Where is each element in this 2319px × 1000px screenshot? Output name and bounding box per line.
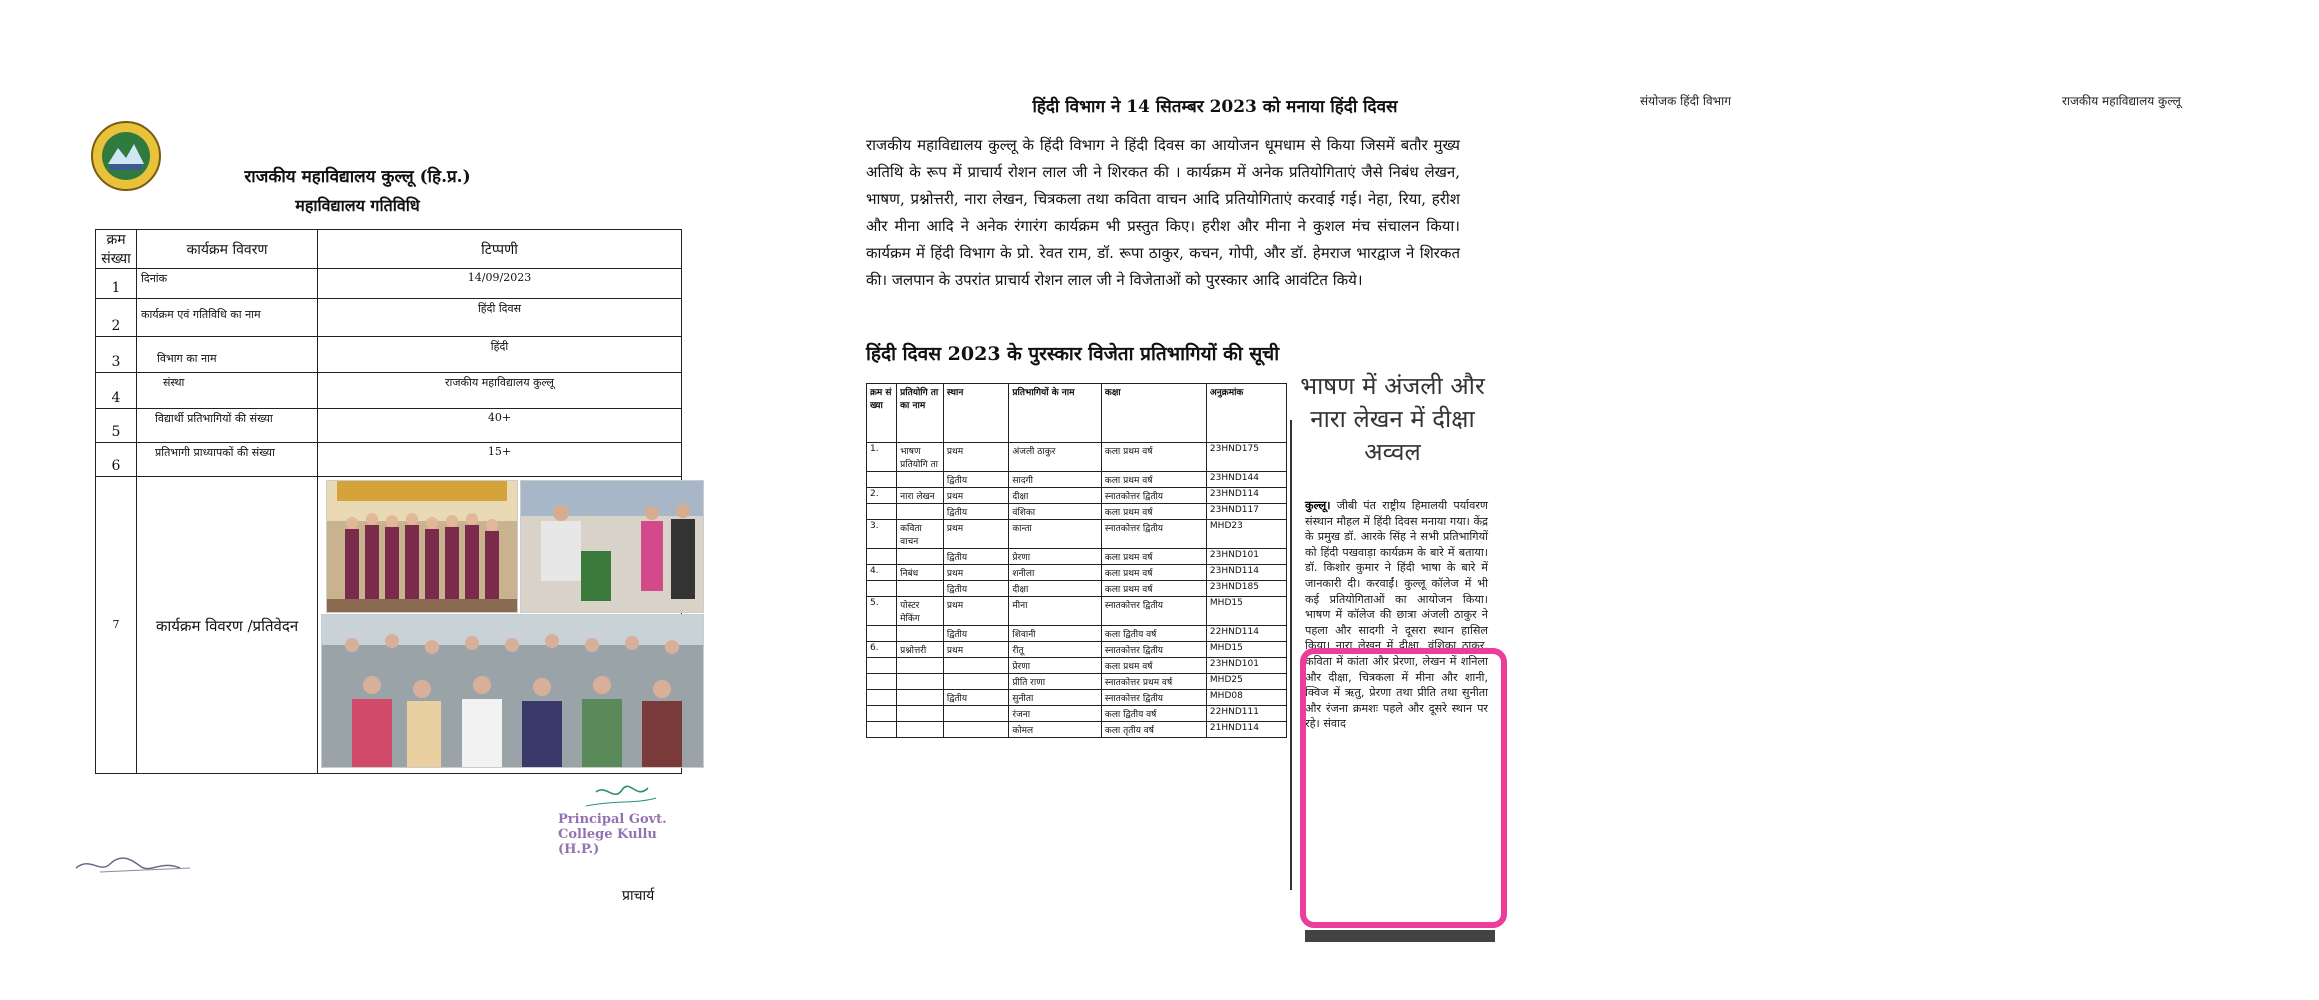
row-position: द्वितीय: [943, 626, 1008, 642]
row-number: 1: [96, 269, 137, 299]
winner-row: [867, 472, 1287, 488]
row-roll-number: MHD08: [1206, 690, 1286, 706]
row-competition: [897, 674, 944, 690]
row-class: कला द्वितीय वर्ष: [1101, 706, 1206, 722]
row-participant: शनीला: [1009, 565, 1102, 581]
winner-row: [867, 549, 1287, 565]
row-roll-number: MHD15: [1206, 642, 1286, 658]
college-title: राजकीय महाविद्यालय कुल्लू (हि.प्र.): [244, 167, 471, 187]
photo-collage: [318, 477, 682, 774]
row-participant: कान्ता: [1009, 520, 1102, 549]
row-competition: पोस्टर मेकिंग: [897, 597, 944, 626]
row-class: स्नातकोत्तर द्वितीय: [1101, 520, 1206, 549]
pink-highlight-box: [1300, 648, 1507, 928]
row-note: हिंदी दिवस: [318, 299, 682, 337]
winner-row: [867, 706, 1287, 722]
table-row: [96, 269, 682, 299]
row-note: 40+: [318, 409, 682, 443]
row-serial: [867, 581, 897, 597]
row-number: 3: [96, 337, 137, 373]
row-competition: [897, 504, 944, 520]
row-roll-number: MHD15: [1206, 597, 1286, 626]
row-item: विभाग का नाम: [137, 337, 318, 373]
college-short-label: राजकीय महाविद्यालय कुल्लू: [2062, 94, 2181, 108]
row-class: स्नातकोत्तर द्वितीय: [1101, 690, 1206, 706]
winner-row: [867, 443, 1287, 472]
clipping-dateline: कुल्लू।: [1305, 499, 1331, 512]
row-participant: दीक्षा: [1009, 581, 1102, 597]
row-serial: [867, 626, 897, 642]
row-participant: रीतू: [1009, 642, 1102, 658]
college-logo: [86, 120, 166, 192]
row-serial: [867, 658, 897, 674]
table-row-report: [96, 477, 682, 774]
row-item: विद्यार्थी प्रतिभागियों की संख्या: [137, 409, 318, 443]
row-serial: 1.: [867, 443, 897, 472]
row-class: स्नातकोत्तर द्वितीय: [1101, 642, 1206, 658]
row-participant: सुनीता: [1009, 690, 1102, 706]
row-serial: [867, 674, 897, 690]
row-position: [943, 658, 1008, 674]
row-participant: प्रेरणा: [1009, 658, 1102, 674]
row-class: कला प्रथम वर्ष: [1101, 658, 1206, 674]
row-roll-number: 22HND114: [1206, 626, 1286, 642]
row-roll-number: 23HND144: [1206, 472, 1286, 488]
row-position: [943, 706, 1008, 722]
row-position: प्रथम: [943, 565, 1008, 581]
clipping-next-headline-strip: [1305, 930, 1495, 942]
row-serial: 2.: [867, 488, 897, 504]
header-position: स्थान: [943, 384, 1008, 443]
header-class: कक्षा: [1101, 384, 1206, 443]
row-roll-number: 23HND117: [1206, 504, 1286, 520]
row-position: प्रथम: [943, 642, 1008, 658]
row-serial: [867, 472, 897, 488]
winner-row: [867, 690, 1287, 706]
row-item: संस्था: [137, 373, 318, 409]
row-participant: दीक्षा: [1009, 488, 1102, 504]
group-photo: [326, 480, 518, 613]
clipping-headline: भाषण में अंजली और नारा लेखन में दीक्षा अव्वल: [1300, 372, 1485, 466]
row-position: प्रथम: [943, 520, 1008, 549]
row-position: द्वितीय: [943, 581, 1008, 597]
row-roll-number: 23HND101: [1206, 549, 1286, 565]
row-serial: [867, 706, 897, 722]
table-header-row: [96, 230, 682, 269]
row-class: कला प्रथम वर्ष: [1101, 504, 1206, 520]
row-competition: कविता वाचन: [897, 520, 944, 549]
header-serial: क्रम संख्या: [96, 230, 137, 269]
row-roll-number: 21HND114: [1206, 722, 1286, 738]
row-participant: अंजली ठाकुर: [1009, 443, 1102, 472]
row-roll-number: 23HND101: [1206, 658, 1286, 674]
row-participant: कोमल: [1009, 722, 1102, 738]
row-participant: वंशिका: [1009, 504, 1102, 520]
row-competition: निबंध: [897, 565, 944, 581]
winner-row: [867, 597, 1287, 626]
row-position: प्रथम: [943, 443, 1008, 472]
header-roll-number: अनुक्रमांक: [1206, 384, 1286, 443]
row-position: द्वितीय: [943, 472, 1008, 488]
row-participant: प्रीति राणा: [1009, 674, 1102, 690]
row-participant: प्रेरणा: [1009, 549, 1102, 565]
winner-row: [867, 581, 1287, 597]
row-roll-number: 22HND111: [1206, 706, 1286, 722]
row-class: कला प्रथम वर्ष: [1101, 581, 1206, 597]
header-program: कार्यक्रम विवरण: [137, 230, 318, 269]
row-position: द्वितीय: [943, 504, 1008, 520]
row-competition: नारा लेखन: [897, 488, 944, 504]
row-number: 5: [96, 409, 137, 443]
row-roll-number: MHD25: [1206, 674, 1286, 690]
row-class: कला तृतीय वर्ष: [1101, 722, 1206, 738]
header-remarks: टिप्पणी: [318, 230, 682, 269]
table-row: [96, 373, 682, 409]
row-serial: 5.: [867, 597, 897, 626]
row-competition: [897, 626, 944, 642]
row-position: प्रथम: [943, 597, 1008, 626]
winner-row: [867, 658, 1287, 674]
audience-photo: [321, 614, 704, 768]
row-note: राजकीय महाविद्यालय कुल्लू: [318, 373, 682, 409]
winners-table: [866, 383, 1287, 738]
row-serial: 6.: [867, 642, 897, 658]
lamp-lighting-photo: [520, 480, 704, 613]
row-competition: प्रश्नोत्तरी: [897, 642, 944, 658]
row-serial: [867, 504, 897, 520]
winner-row: [867, 722, 1287, 738]
row-position: [943, 674, 1008, 690]
row-position: प्रथम: [943, 488, 1008, 504]
coordinator-label: संयोजक हिंदी विभाग: [1640, 94, 1731, 108]
activity-title: महाविद्यालय गतिविधि: [295, 196, 420, 215]
header-serial: क्रम सं ख्या: [867, 384, 897, 443]
row-participant: रंजना: [1009, 706, 1102, 722]
activity-table: [95, 229, 682, 774]
header-participant: प्रतिभागियों के नाम: [1009, 384, 1102, 443]
winners-list-title: हिंदी दिवस 2023 के पुरस्कार विजेता प्रतिभागियों की सूची: [866, 343, 1280, 365]
row-serial: [867, 722, 897, 738]
row-competition: भाषण प्रतियोगि ता: [897, 443, 944, 472]
principal-label: प्राचार्य: [622, 888, 655, 904]
row-serial: [867, 549, 897, 565]
winner-row: [867, 488, 1287, 504]
clipping-body-text: जीबी पंत राष्ट्रीय हिमालयी पर्यावरण संस्थान मौहल में हिंदी दिवस मनाया गया। केंद्र के प्रमुख डॉ. आरके सिंह ने सभी प्रतिभागियों को हिंदी पखवाड़ा कार्यक्रम के बारे में बताया। डॉ. किशोर कुमार ने हिंदी भाषा के बारे में जानकारी दी। करवाईं। कुल्लू कॉलेज में भी कई प्रतियोगिताओं का आयोजन किया। भाषण में कॉलेज की छात्रा अंजली ठाकुर ने पहला और सादगी ने दूसरा स्थान हासिल किया। नारा लेखन में दीक्षा, वंशिका ठाकुर, कविता में कांता और प्रेरणा, लेखन में शनिला और दीक्षा, चित्रकला में मीना और शानी, क्विज में ऋतु, प्रेरणा तथा प्रीति तथा सुनीता और रंजना क्रमशः पहले और दूसरे स्थान पर रहे। संवाद: [1305, 499, 1488, 731]
row-roll-number: 23HND114: [1206, 488, 1286, 504]
coordinator-signature: [70, 838, 220, 888]
principal-stamp: [556, 782, 676, 882]
row-participant: शिवानी: [1009, 626, 1102, 642]
table-row: [96, 409, 682, 443]
row-competition: [897, 658, 944, 674]
row-competition: [897, 706, 944, 722]
winner-row: [867, 642, 1287, 658]
row-item: प्रतिभागी प्राध्यापकों की संख्या: [137, 443, 318, 477]
row-competition: [897, 690, 944, 706]
winners-header-row: [867, 384, 1287, 443]
row-class: कला द्वितीय वर्ष: [1101, 626, 1206, 642]
row-number: 4: [96, 373, 137, 409]
event-title: हिंदी विभाग ने 14 सितम्बर 2023 को मनाया हिंदी दिवस: [1032, 97, 1398, 117]
row-position: द्वितीय: [943, 549, 1008, 565]
winner-row: [867, 674, 1287, 690]
table-row: [96, 443, 682, 477]
row-note: 14/09/2023: [318, 269, 682, 299]
row-number: 6: [96, 443, 137, 477]
winners-body: [867, 443, 1287, 738]
principal-stamp-text: Principal Govt. College Kullu (H.P.): [558, 812, 667, 857]
row-class: स्नातकोत्तर द्वितीय: [1101, 488, 1206, 504]
row-participant: मीना: [1009, 597, 1102, 626]
row-competition: [897, 549, 944, 565]
row-class: कला प्रथम वर्ष: [1101, 472, 1206, 488]
row-item: दिनांक: [137, 269, 318, 299]
row-serial: 4.: [867, 565, 897, 581]
row-number: 7: [96, 477, 137, 774]
table-row: [96, 299, 682, 337]
row-serial: 3.: [867, 520, 897, 549]
row-number: 2: [96, 299, 137, 337]
row-competition: [897, 722, 944, 738]
row-class: स्नातकोत्तर द्वितीय: [1101, 597, 1206, 626]
row-serial: [867, 690, 897, 706]
row-item: कार्यक्रम एवं गतिविधि का नाम: [137, 299, 318, 337]
winner-row: [867, 504, 1287, 520]
header-competition: प्रतियोगि ता का नाम: [897, 384, 944, 443]
winner-row: [867, 565, 1287, 581]
row-item: कार्यक्रम विवरण /प्रतिवेदन: [137, 477, 318, 774]
row-note: 15+: [318, 443, 682, 477]
row-class: कला प्रथम वर्ष: [1101, 549, 1206, 565]
row-class: स्नातकोत्तर प्रथम वर्ष: [1101, 674, 1206, 690]
row-class: कला प्रथम वर्ष: [1101, 443, 1206, 472]
winner-row: [867, 520, 1287, 549]
winner-row: [867, 626, 1287, 642]
row-roll-number: 23HND114: [1206, 565, 1286, 581]
row-roll-number: MHD23: [1206, 520, 1286, 549]
row-note: हिंदी: [318, 337, 682, 373]
row-position: [943, 722, 1008, 738]
row-competition: [897, 472, 944, 488]
row-competition: [897, 581, 944, 597]
row-participant: सादगी: [1009, 472, 1102, 488]
row-position: द्वितीय: [943, 690, 1008, 706]
row-class: कला प्रथम वर्ष: [1101, 565, 1206, 581]
row-roll-number: 23HND185: [1206, 581, 1286, 597]
event-report-paragraph: राजकीय महाविद्यालय कुल्लू के हिंदी विभाग ने हिंदी दिवस का आयोजन धूमधाम से किया जिसमें बतौर मुख्य अतिथि के रूप में प्राचार्य रोशन लाल जी ने शिरकत की । कार्यक्रम में अनेक प्रतियोगिताएं जैसे निबंध लेखन, भाषण, प्रश्नोत्तरी, नारा लेखन, चित्रकला तथा कविता वाचन आदि प्रतियोगिताएं करवाई गई। नेहा, रिया, हरीश और मीना आदि ने अनेक रंगारंग कार्यक्रम भी प्रस्तुत किए। हरीश और मीना ने कुशल मंच संचालन किया। कार्यक्रम में हिंदी विभाग के प्रो. रेवत राम, डॉ. रूपा ठाकुर, कचन, गोपी, और डॉ. हेमराज भारद्वाज ने शिरकत की। जलपान के उपरांत प्राचार्य रोशन लाल जी ने विजेताओं को पुरस्कार आदि आवंटित किये।: [866, 136, 1460, 289]
table-row: [96, 337, 682, 373]
row-roll-number: 23HND175: [1206, 443, 1286, 472]
